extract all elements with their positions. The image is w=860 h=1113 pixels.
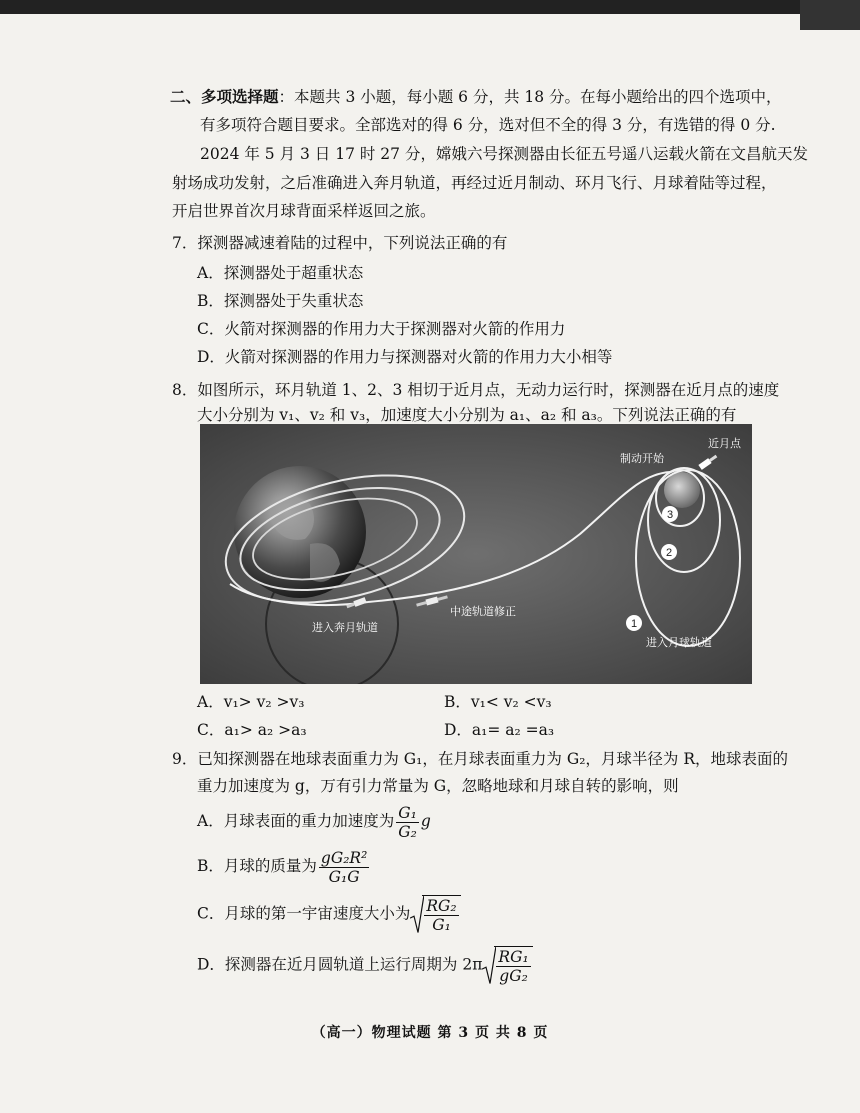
q8-option-b: B．v₁< v₂ <v₃ <box>444 693 552 711</box>
q9-stem-1: 9．已知探测器在地球表面重力为 G₁，在月球表面重力为 G₂，月球半径为 R，地球表面的 <box>172 750 789 768</box>
orbit-2-number: 2 <box>665 547 673 559</box>
q9-stem-2: 重力加速度为 g，万有引力常量为 G，忽略地球和月球自转的影响，则 <box>197 777 679 795</box>
q9-c-numerator: RG₂ <box>426 896 457 915</box>
q9-option-c-text: C．月球的第一宇宙速度大小为 <box>197 904 411 923</box>
q9-option-a-fraction <box>396 804 419 841</box>
label-transfer: 进入奔月轨道 <box>312 622 378 634</box>
q9-b-numerator: gG₂R² <box>320 848 368 867</box>
q8-stem-2: 大小分别为 v₁、v₂ 和 v₃，加速度大小分别为 a₁、a₂ 和 a₃。下列说法正确的有 <box>197 406 737 424</box>
orbit-1-number: 1 <box>630 618 638 630</box>
q9-b-denominator: G₁G <box>328 867 360 886</box>
lunar-orbit-figure <box>200 424 752 684</box>
q7-stem: 7．探测器减速着陆的过程中，下列说法正确的有 <box>172 234 508 252</box>
q8-option-a: A．v₁> v₂ >v₃ <box>197 693 305 711</box>
section-heading: 二、多项选择题 <box>170 87 279 106</box>
orbit-3-number: 3 <box>666 509 674 521</box>
q8-stem-1: 8．如图所示，环月轨道 1、2、3 相切于近月点，无动力运行时，探测器在近月点的速度 <box>172 381 780 399</box>
q9-option-d-sqrt <box>482 946 532 985</box>
q9-a-denominator: G₂ <box>398 822 417 841</box>
section-intro-1: ：本题共 3 小题，每小题 6 分，共 18 分。在每小题给出的四个选项中， <box>278 88 782 106</box>
q9-option-d-text: D．探测器在近月圆轨道上运行周期为 2π <box>197 955 483 974</box>
page-footer: （高一）物理试题 第 3 页 共 8 页 <box>311 1025 549 1041</box>
label-braking: 制动开始 <box>620 453 664 465</box>
section-intro-line-1 <box>170 86 782 108</box>
q9-option-a <box>197 803 431 841</box>
q9-option-c <box>197 895 461 934</box>
radical-sign-icon <box>410 895 424 934</box>
q9-option-b-text: B．月球的质量为 <box>197 857 317 875</box>
q7-option-c: C．火箭对探测器的作用力大于探测器对火箭的作用力 <box>197 320 566 338</box>
q7-option-d: D．火箭对探测器的作用力与探测器对火箭的作用力大小相等 <box>197 348 613 366</box>
q9-option-a-text: A．月球表面的重力加速度为 <box>197 812 395 830</box>
q8-option-c: C．a₁> a₂ >a₃ <box>197 721 307 739</box>
q8-option-d: D．a₁= a₂ =a₃ <box>444 721 555 739</box>
radical-sign-icon <box>482 946 496 985</box>
passage-line-1: 2024 年 5 月 3 日 17 时 27 分，嫦娥六号探测器由长征五号遥八运载火箭在文昌航天发 <box>200 145 808 163</box>
q9-a-tail: g <box>420 812 431 830</box>
passage-line-2: 射场成功发射，之后准确进入奔月轨道，再经过近月制动、环月飞行、月球着陆等过程， <box>172 174 777 192</box>
section-intro-line-2: 有多项符合题目要求。全部选对的得 6 分，选对但不全的得 3 分，有选错的得 0 分. <box>200 116 776 134</box>
q9-d-denominator: gG₂ <box>499 966 528 985</box>
q9-option-d <box>197 946 533 985</box>
label-lunar-orbit: 进入月球轨道 <box>646 637 712 649</box>
moon <box>664 472 700 508</box>
q7-option-a: A．探测器处于超重状态 <box>197 264 364 282</box>
q9-d-numerator: RG₁ <box>498 947 529 966</box>
q9-option-b <box>197 848 371 886</box>
q7-option-b: B．探测器处于失重状态 <box>197 292 364 310</box>
passage-line-3: 开启世界首次月球背面采样返回之旅。 <box>172 202 436 220</box>
q9-a-numerator: G₁ <box>398 803 417 822</box>
q9-option-b-fraction <box>319 849 369 886</box>
label-midcourse: 中途轨道修正 <box>450 606 516 618</box>
q9-c-denominator: G₁ <box>432 915 451 934</box>
label-perilune: 近月点 <box>708 438 741 450</box>
q9-option-c-sqrt <box>410 895 460 934</box>
